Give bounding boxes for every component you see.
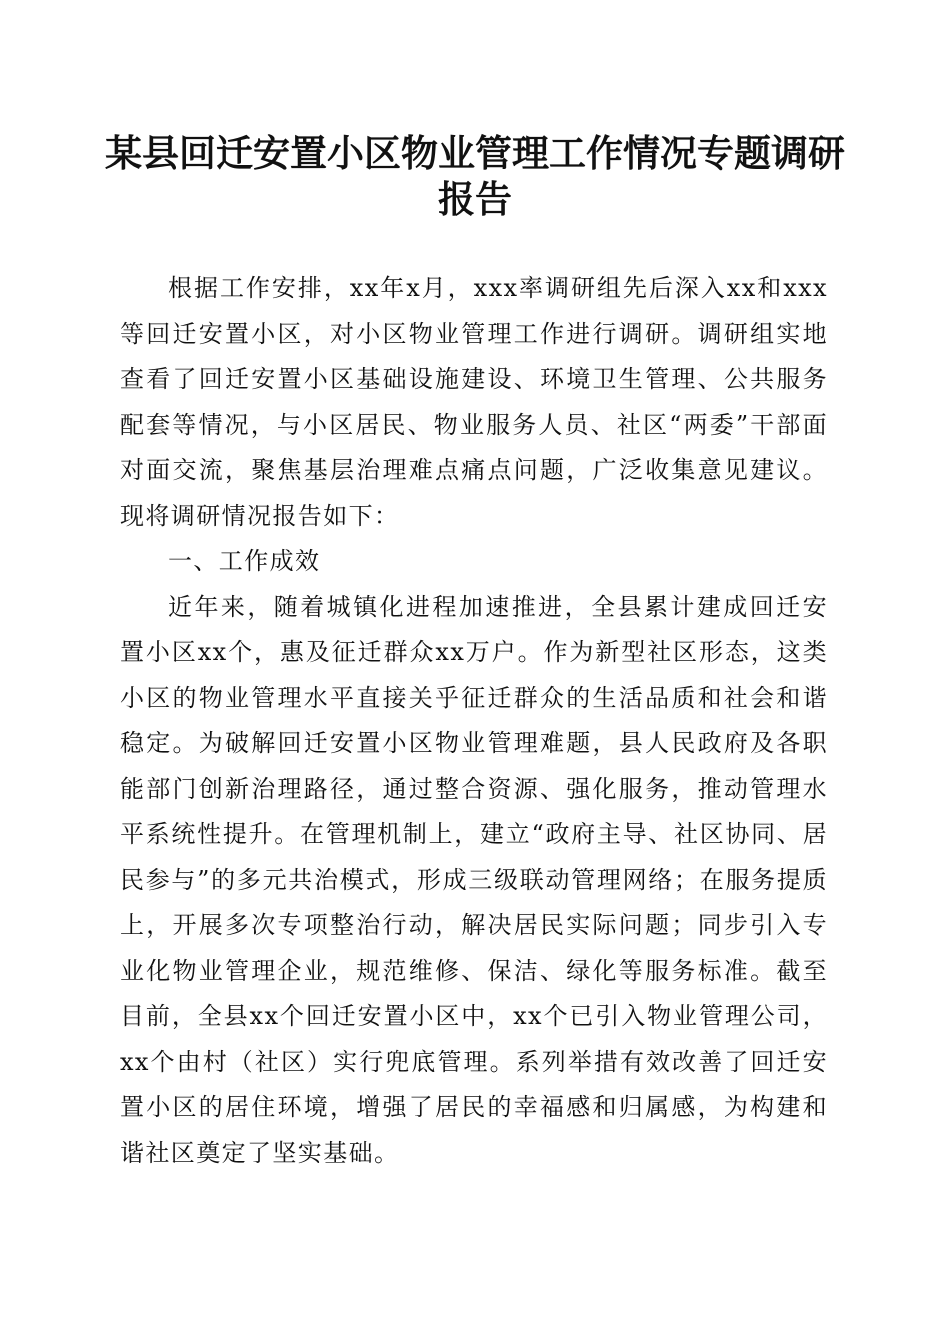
document-body — [120, 266, 828, 1176]
work-results-paragraph: 近年来，随着城镇化进程加速推进，全县累计建成回迁安置小区xx个，惠及征迁群众xx万户。作为新型社区形态，这类小区的物业管理水平直接关乎征迁群众的生活品质和社会和谐稳定。为破解回迁安置小区物业管理难题，县人民政府及各职能部门创新治理路径，通过整合资源、强化服务，推动管理水平系统性提升。在管理机制上，建立“政府主导、社区协同、居民参与”的多元共治模式，形成三级联动管理网络；在服务提质上，开展多次专项整治行动，解决居民实际问题；同步引入专业化物业管理企业，规范维修、保洁、绿化等服务标准。截至目前，全县xx个回迁安置小区中，xx个已引入物业管理公司，xx个由村（社区）实行兜底管理。系列举措有效改善了回迁安置小区的居住环境，增强了居民的幸福感和归属感，为构建和谐社区奠定了坚实基础。 — [120, 592, 828, 1167]
intro-paragraph: 根据工作安排，xx年x月，xxx率调研组先后深入xx和xxx等回迁安置小区，对小区物业管理工作进行调研。调研组实地查看了回迁安置小区基础设施建设、环境卫生管理、公共服务配套等情况，与小区居民、物业服务人员、社区“两委”干部面对面交流，聚焦基层治理难点痛点问题，广泛收集意见建议。现将调研情况报告如下： — [120, 274, 828, 530]
section-heading-work-results: 一、工作成效 — [168, 547, 321, 575]
document-title: 某县回迁安置小区物业管理工作情况专题调研报告 — [105, 131, 845, 221]
